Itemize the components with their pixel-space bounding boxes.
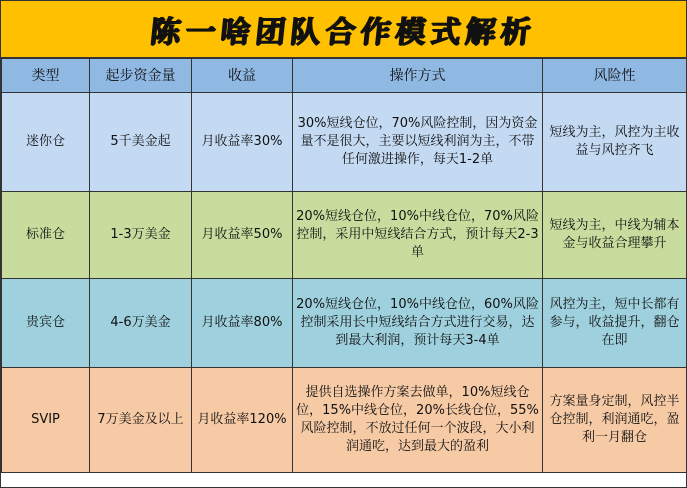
cell-risk: 风控为主，短中长都有参与，收益提升，翻仓在即 bbox=[543, 279, 687, 368]
cell-capital: 1-3万美金 bbox=[90, 192, 192, 279]
header-risk: 风险性 bbox=[543, 59, 687, 93]
cell-yield: 月收益率50% bbox=[192, 192, 293, 279]
table-row bbox=[2, 368, 687, 473]
header-yield: 收益 bbox=[192, 59, 293, 93]
cell-risk: 短线为主，中线为辅本金与收益合理攀升 bbox=[543, 192, 687, 279]
header-type: 类型 bbox=[2, 59, 90, 93]
cell-method: 20%短线仓位，10%中线仓位，60%风险控制采用长中短线结合方式进行交易，达到最大利润，预计每天3-4单 bbox=[293, 279, 543, 368]
cell-type: 贵宾仓 bbox=[2, 279, 90, 368]
header-row bbox=[2, 59, 687, 93]
cell-capital: 7万美金及以上 bbox=[90, 368, 192, 473]
cell-risk: 短线为主，风控为主收益与风控齐飞 bbox=[543, 93, 687, 192]
cell-type: SVIP bbox=[2, 368, 90, 473]
mode-table bbox=[1, 58, 687, 473]
cell-risk: 方案量身定制，风控半仓控制，利润通吃，盈利一月翻仓 bbox=[543, 368, 687, 473]
page-title: 陈一啥团队合作模式解析 bbox=[148, 15, 538, 50]
cell-capital: 5千美金起 bbox=[90, 93, 192, 192]
title-bar bbox=[1, 1, 686, 58]
cell-yield: 月收益率80% bbox=[192, 279, 293, 368]
table-row bbox=[2, 279, 687, 368]
cell-method: 提供自选操作方案去做单，10%短线仓位，15%中线仓位，20%长线仓位，55%风险控制，不放过任何一个波段，大小利润通吃，达到最大的盈利 bbox=[293, 368, 543, 473]
table-row bbox=[2, 192, 687, 279]
table-row bbox=[2, 93, 687, 192]
cell-capital: 4-6万美金 bbox=[90, 279, 192, 368]
cell-type: 标准仓 bbox=[2, 192, 90, 279]
header-method: 操作方式 bbox=[293, 59, 543, 93]
cell-type: 迷你仓 bbox=[2, 93, 90, 192]
cell-method: 20%短线仓位，10%中线仓位，70%风险控制，采用中短线结合方式，预计每天2-3单 bbox=[293, 192, 543, 279]
cell-method: 30%短线仓位，70%风险控制，因为资金量不是很大，主要以短线利润为主，不带任何激进操作，每天1-2单 bbox=[293, 93, 543, 192]
cell-yield: 月收益率30% bbox=[192, 93, 293, 192]
header-capital: 起步资金量 bbox=[90, 59, 192, 93]
cell-yield: 月收益率120% bbox=[192, 368, 293, 473]
